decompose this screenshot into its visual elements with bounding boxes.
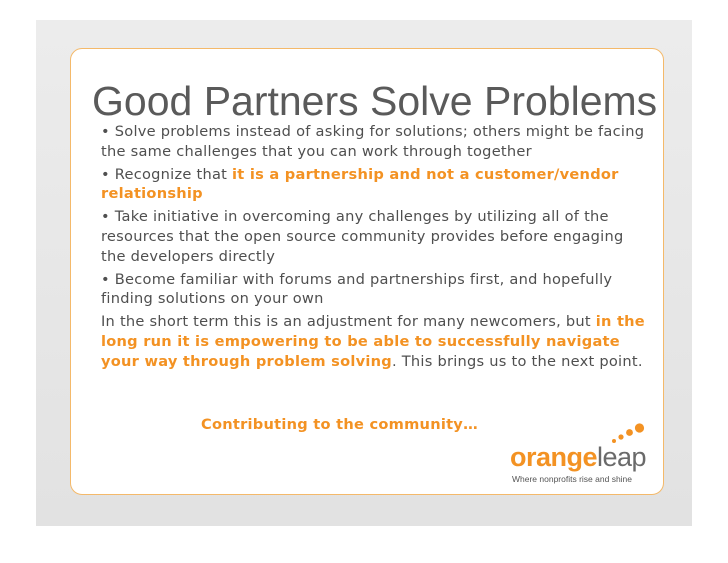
summary-text-end: . This brings us to the next point. [391, 352, 643, 370]
logo-dots-icon [610, 422, 648, 444]
logo-tagline: Where nonprofits rise and shine [512, 474, 633, 484]
logo-word-leap: leap [597, 442, 647, 472]
bullet-solve-problems: • Solve problems instead of asking for solutions; others might be facing the same challenges that you can work through together [101, 123, 645, 160]
summary-highlight: in the long run it is empowering to be able to successfully navigate your way through problem solving [101, 313, 645, 370]
bullet-initiative: • Take initiative in overcoming any challenges by utilizing all of the resources that the open source community provides before engaging the developers directly [101, 208, 624, 265]
bullet-partnership-highlight: it is a partnership and not a customer/vendor relationship [101, 165, 619, 203]
logo-word-orange: orange [510, 442, 598, 472]
summary-text-start: In the short term this is an adjustment for many newcomers, but [101, 313, 596, 331]
slide-body [101, 122, 649, 375]
bullet-forums: • Become familiar with forums and partnerships first, and hopefully finding solutions on your own [101, 270, 613, 308]
logo-wordmark [510, 442, 646, 472]
closing-line: Contributing to the community… [201, 416, 478, 433]
bullet-partnership-text: • Recognize that [101, 165, 233, 183]
bullet-partnership [101, 165, 649, 204]
orange-leap-logo [508, 422, 648, 488]
slide-title: Good Partners Solve Problems [92, 78, 658, 124]
summary-paragraph [101, 312, 649, 371]
